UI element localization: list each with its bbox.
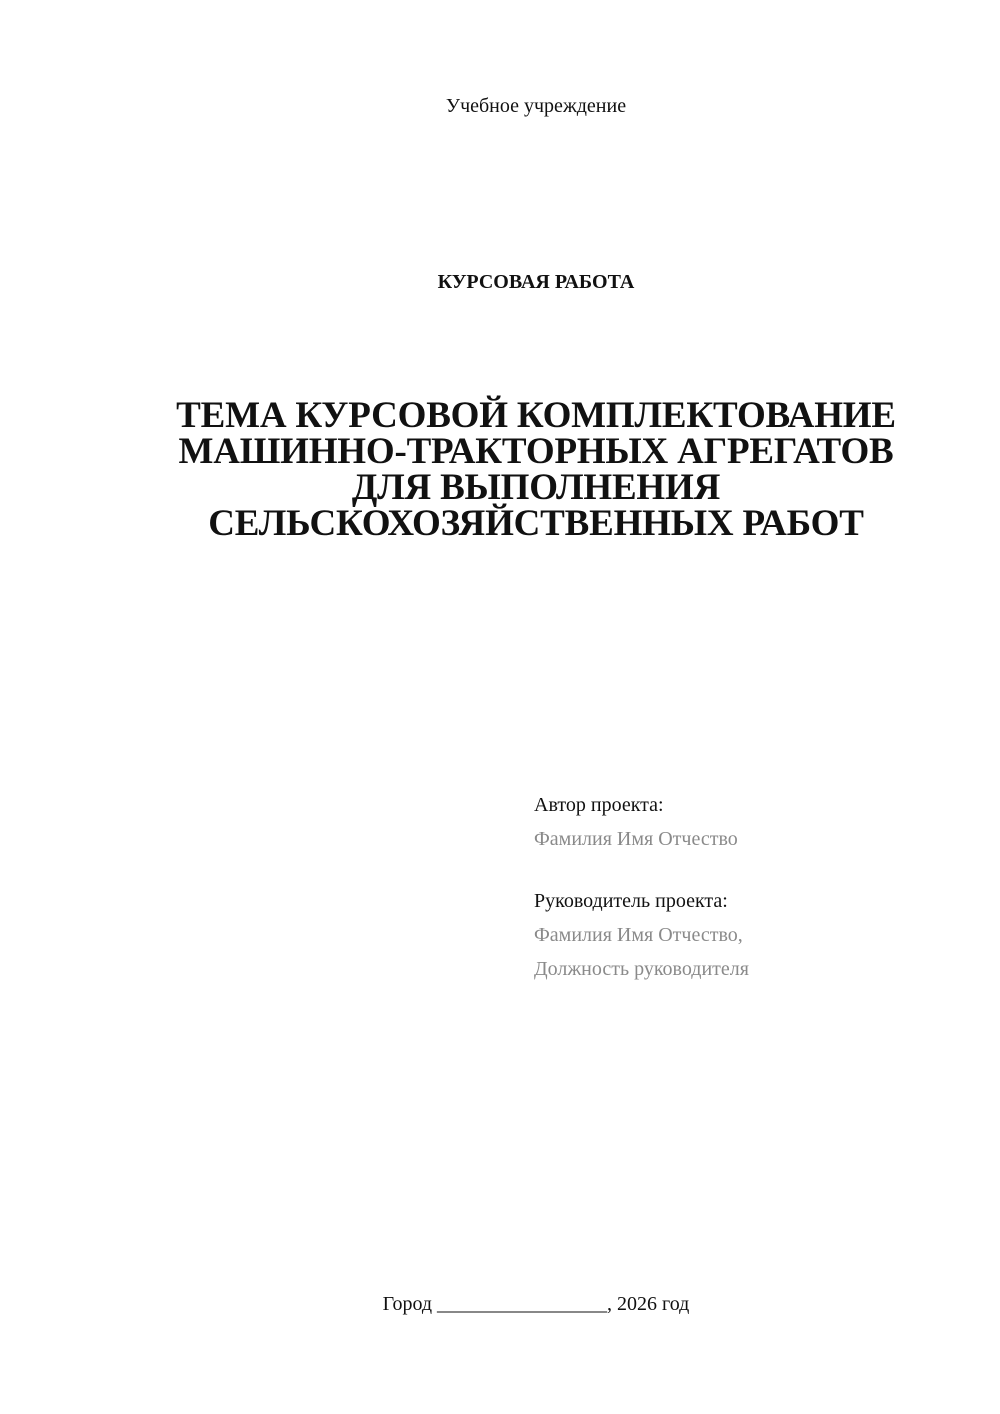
- credits-spacer: [534, 856, 974, 884]
- institution-name: Учебное учреждение: [445, 95, 627, 117]
- supervisor-label: Руководитель проекта:: [534, 890, 728, 912]
- author-label: Автор проекта:: [534, 794, 664, 816]
- title-line: ТЕМА КУРСОВОЙ КОМПЛЕКТОВАНИЕ: [176, 395, 896, 436]
- city-year-line: Город _________________, 2026 год: [382, 1293, 690, 1315]
- supervisor-name: Фамилия Имя Отчество,: [534, 924, 743, 946]
- title-line: СЕЛЬСКОХОЗЯЙСТВЕННЫХ РАБОТ: [208, 503, 864, 544]
- title-line: ДЛЯ ВЫПОЛНЕНИЯ: [351, 467, 721, 508]
- work-type-heading: КУРСОВАЯ РАБОТА: [437, 271, 635, 293]
- author-name: Фамилия Имя Отчество: [534, 828, 738, 850]
- title-line: МАШИННО-ТРАКТОРНЫХ АГРЕГАТОВ: [178, 431, 894, 472]
- document-title: [120, 395, 952, 544]
- supervisor-position: Должность руководителя: [534, 958, 749, 980]
- credits-block: [534, 788, 974, 986]
